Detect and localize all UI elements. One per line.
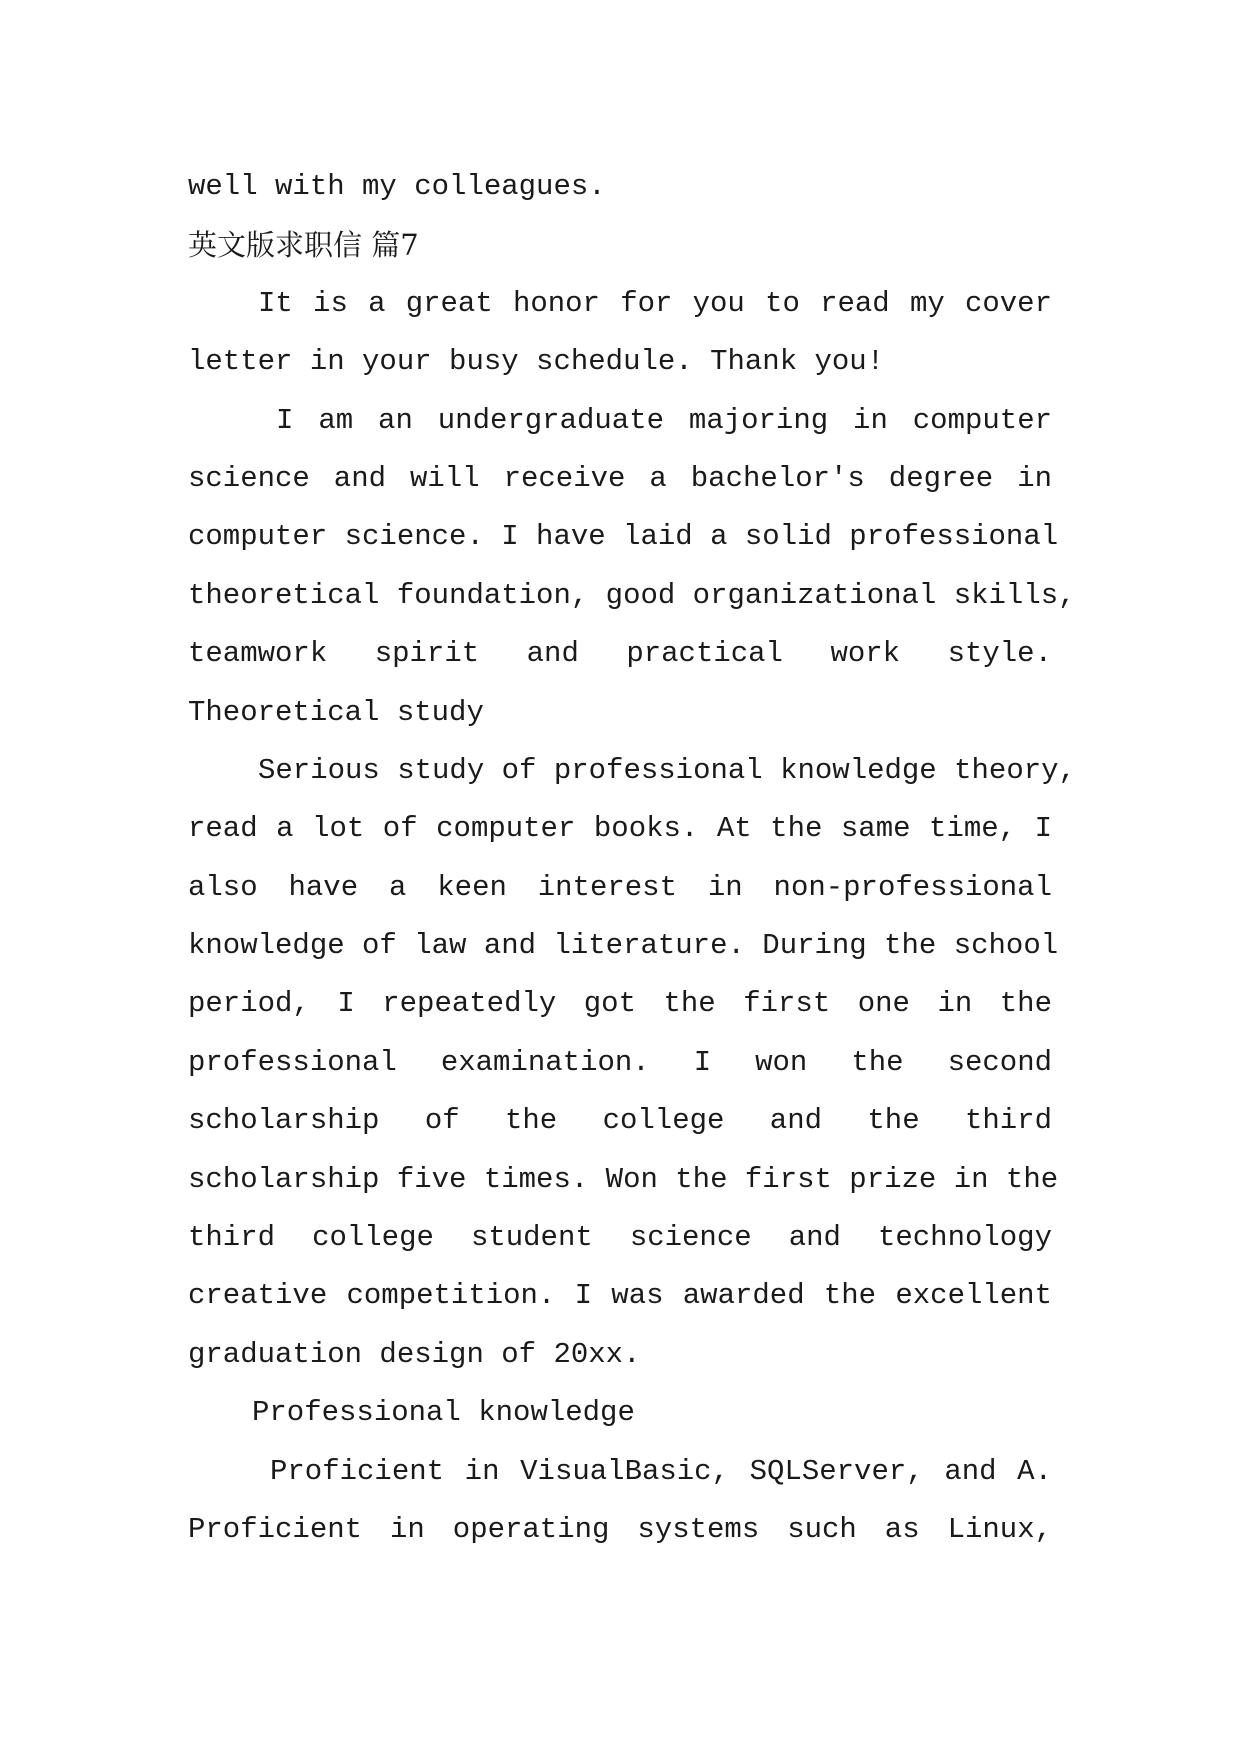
document-page <box>188 158 1076 1559</box>
text-line: It is a great honor for you to read my cover <box>258 286 1052 320</box>
text-line: Serious study of professional knowledge theory, <box>258 753 1076 787</box>
text-line: period, I repeatedly got the first one in the <box>188 987 1052 1021</box>
text-line: I am an undergraduate majoring in computer <box>276 403 1052 437</box>
text-line: knowledge of law and literature. During the school <box>188 929 1059 963</box>
text-line: theoretical foundation, good organizational skills, <box>188 578 1076 612</box>
text-line: letter in your busy schedule. Thank you! <box>188 345 885 379</box>
text-line: teamwork spirit and practical work style. <box>188 637 1052 671</box>
text-line: third college student science and technology <box>188 1221 1052 1255</box>
text-line: Proficient in VisualBasic, SQLServer, and A. <box>270 1454 1052 1488</box>
text-line: computer science. I have laid a solid professional <box>188 520 1059 554</box>
text-line: read a lot of computer books. At the same time, I <box>188 812 1052 846</box>
text-line: professional examination. I won the second <box>188 1045 1052 1079</box>
text-line: Theoretical study <box>188 695 484 729</box>
section-heading: 英文版求职信 篇7 <box>188 228 419 263</box>
text-line: Proficient in operating systems such as Linux, <box>188 1512 1052 1546</box>
text-line: graduation design of 20xx. <box>188 1337 641 1371</box>
text-line: well with my colleagues. <box>188 170 606 203</box>
text-line: scholarship five times. Won the first prize in the <box>188 1162 1059 1196</box>
text-line: creative competition. I was awarded the excellent <box>188 1279 1052 1313</box>
text-line: also have a keen interest in non-professional <box>188 870 1052 904</box>
text-line: science and will receive a bachelor's degree in <box>188 461 1052 495</box>
text-line: scholarship of the college and the third <box>188 1104 1052 1138</box>
subheading: Professional knowledge <box>252 1396 635 1430</box>
